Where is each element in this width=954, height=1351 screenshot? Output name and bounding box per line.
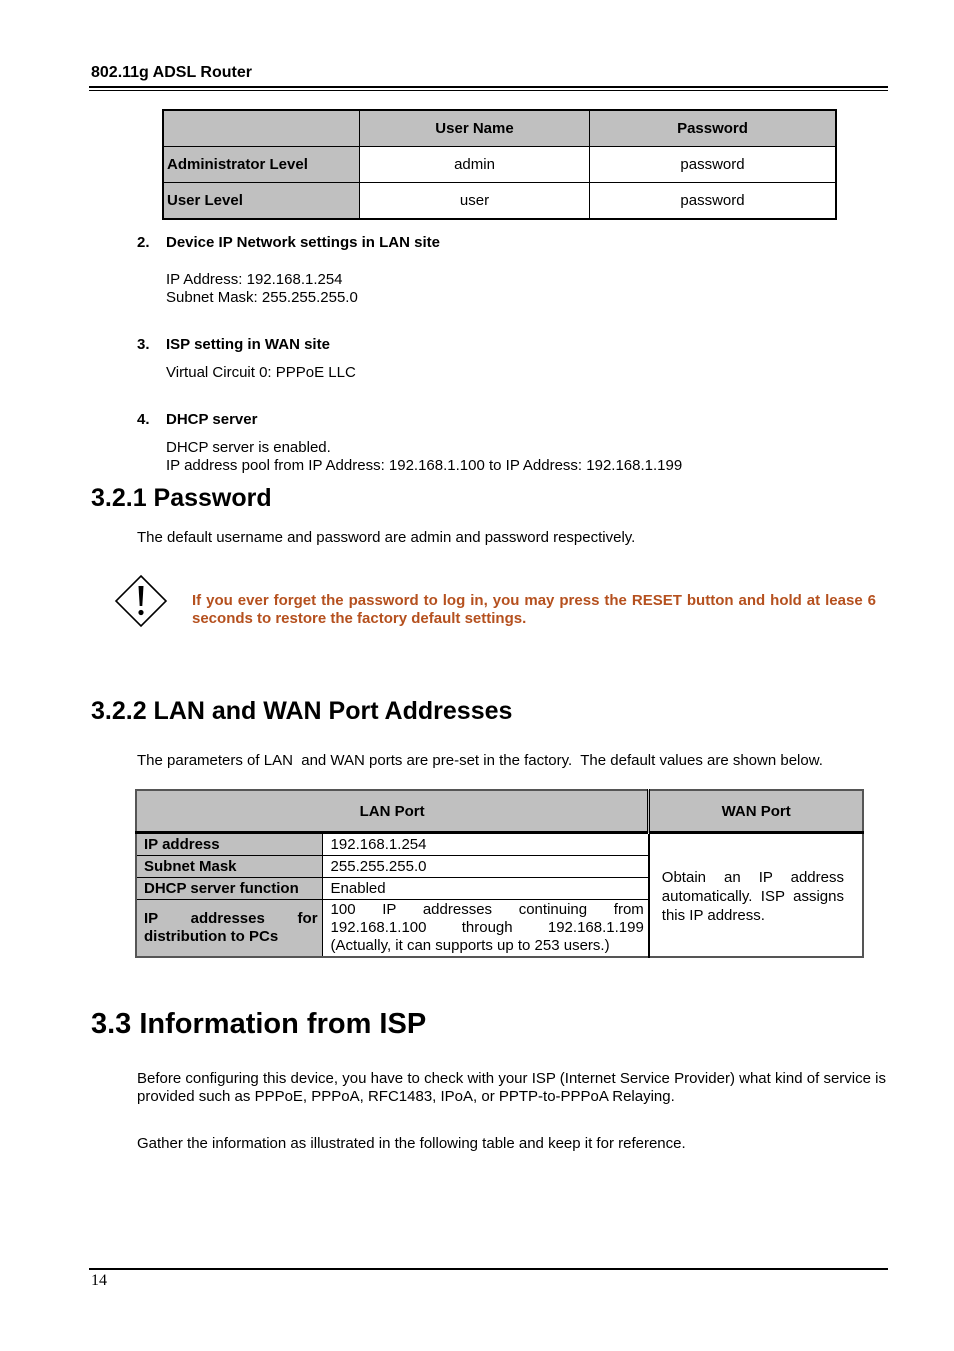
item-number: 4. [137,411,150,428]
wan-port-header: WAN Port [649,790,863,833]
login-table-header-password: Password [590,110,837,147]
table-cell: 192.168.1.254 [322,833,649,856]
port-table-header-row [136,790,863,833]
table-cell: 255.255.255.0 [322,856,649,878]
section-heading-password: 3.2.1 Password [91,484,272,512]
login-table-header-row [163,110,836,147]
wan-value-cell: Obtain an IP address automatically. ISP assigns this IP address. [649,833,863,958]
section-heading-isp: 3.3 Information from ISP [91,1008,427,1040]
item-line: IP address pool from IP Address: 192.168.1.100 to IP Address: 192.168.1.199 [166,457,683,474]
table-cell: password [590,183,837,220]
warning-note: If you ever forget the password to log in, you may press the RESET button and hold at lease 6 seconds to restore the factory default settings. [192,592,876,627]
item-number: 2. [137,234,150,251]
password-text: The default username and password are admin and password respectively. [137,529,636,546]
running-header: 802.11g ADSL Router [91,64,252,81]
table-row [163,183,836,220]
login-table-corner [163,110,360,147]
table-cell: 100 IP addresses continuing from 192.168.1.100 through 192.168.1.199 (Actually, it can supports up to 253 users.) [322,900,649,958]
item-line: IP Address: 192.168.1.254 [166,271,343,288]
item-number: 3. [137,336,150,353]
page-number: 14 [91,1272,107,1289]
row-label: IP addresses for distribution to PCs [136,900,322,958]
item-title: DHCP server [166,411,258,428]
login-table-header-username: User Name [360,110,590,147]
header-rule [89,86,888,88]
table-cell: user [360,183,590,220]
ports-text: The parameters of LAN and WAN ports are pre-set in the factory. The default values are shown below. [137,752,823,769]
table-row [163,147,836,183]
isp-paragraph-2: Gather the information as illustrated in the following table and keep it for reference. [137,1135,686,1152]
footer-rule [89,1268,888,1270]
table-cell: Enabled [322,878,649,900]
row-label: User Level [163,183,360,220]
login-table [162,109,837,220]
row-label: Subnet Mask [136,856,322,878]
item-line: Virtual Circuit 0: PPPoE LLC [166,364,356,381]
section-heading-ports: 3.2.2 LAN and WAN Port Addresses [91,697,513,725]
table-cell: password [590,147,837,183]
lan-port-header: LAN Port [136,790,649,833]
item-title: ISP setting in WAN site [166,336,330,353]
item-title: Device IP Network settings in LAN site [166,234,440,251]
item-line: Subnet Mask: 255.255.255.0 [166,289,358,306]
row-label: Administrator Level [163,147,360,183]
row-label: DHCP server function [136,878,322,900]
table-row [136,833,863,856]
header-rule-thin [89,90,888,91]
item-line: DHCP server is enabled. [166,439,331,456]
isp-paragraph-1: Before configuring this device, you have to check with your ISP (Internet Service Provider) what kind of service is provided such as PPPoE, PPPoA, RFC1483, IPoA, or PPTP-to-PPPoA Relaying. [137,1070,886,1105]
warning-diamond-icon [114,574,168,628]
table-cell: admin [360,147,590,183]
row-label: IP address [136,833,322,856]
port-address-table [135,789,864,958]
